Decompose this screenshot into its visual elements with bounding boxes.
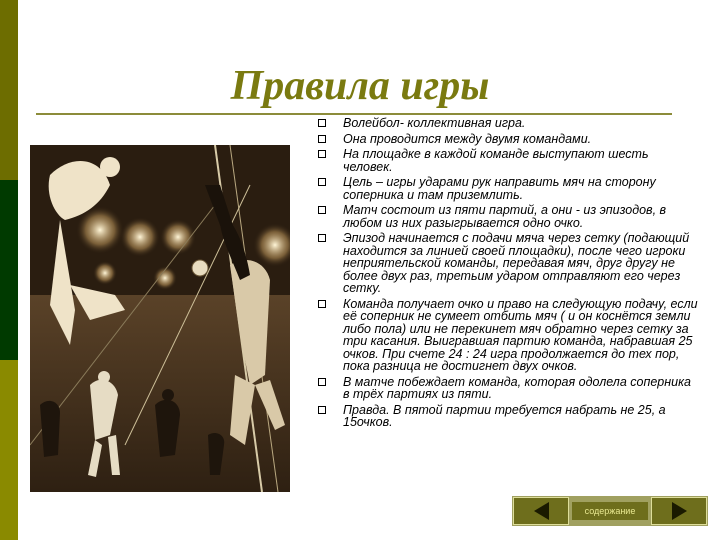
volleyball-photo-illustration xyxy=(30,145,290,492)
list-item xyxy=(316,176,700,201)
bullet-square-icon xyxy=(318,119,326,127)
list-item xyxy=(316,298,700,373)
bullet-square-icon xyxy=(318,300,326,308)
list-item-text: Правда. В пятой партии требуется набрать не 25, а 15очков. xyxy=(343,402,666,429)
bullet-square-icon xyxy=(318,406,326,414)
list-item-text: Команда получает очко и право на следующую подачу, если её соперник не сумеет отбить мяч ( и он коснётся земли либо пола) или не перекинет мяч обратно через сетку за три касания. Выигравшая партию команда, набравшая 25 очков. При счете 24 : 24 игра продолжается до тех пор, пока разница не достигнет двух очков. xyxy=(343,296,698,373)
list-item xyxy=(316,133,700,146)
bullet-square-icon xyxy=(318,150,326,158)
arrow-left-icon xyxy=(534,502,549,520)
list-item-text: Она проводится между двумя командами. xyxy=(343,131,592,146)
list-item xyxy=(316,117,700,130)
list-item xyxy=(316,232,700,295)
list-item-text: В матче побеждает команда, которая одолела соперника в трёх партиях из пяти. xyxy=(343,374,691,401)
title-underline xyxy=(36,113,672,115)
next-slide-button[interactable] xyxy=(651,497,707,525)
list-item xyxy=(316,148,700,173)
side-stripe-middle xyxy=(0,180,18,360)
slide-title: Правила игры xyxy=(230,63,490,109)
list-item-text: Волейбол- коллективная игра. xyxy=(343,116,526,130)
rules-list xyxy=(316,117,700,432)
bullet-square-icon xyxy=(318,234,326,242)
list-item-text: Эпизод начинается с подачи мяча через сетку (подающий находится за линией своей площадки), после чего игроки неприятельской команды, передавая мяч, друг другу не более двух раз, третьим ударом отправляют его через сетку. xyxy=(343,231,690,295)
list-item xyxy=(316,404,700,429)
side-stripe-top xyxy=(0,0,18,180)
bullet-square-icon xyxy=(318,378,326,386)
arrow-right-icon xyxy=(672,502,687,520)
bullet-square-icon xyxy=(318,206,326,214)
bullet-square-icon xyxy=(318,178,326,186)
list-item-text: Цель – игры ударами рук направить мяч на сторону соперника и там приземлить. xyxy=(343,175,656,202)
slide-navigation xyxy=(512,496,708,526)
volleyball-photo xyxy=(30,145,290,492)
contents-button[interactable]: содержание xyxy=(572,502,648,520)
list-item-text: На площадке в каждой команде выступают шесть человек. xyxy=(343,147,649,174)
list-item xyxy=(316,204,700,229)
side-stripe-bottom xyxy=(0,360,18,540)
bullet-square-icon xyxy=(318,135,326,143)
list-item xyxy=(316,376,700,401)
previous-slide-button[interactable] xyxy=(513,497,569,525)
list-item-text: Матч состоит из пяти партий, а они - из эпизодов, в любом из них разыгрывается одно очко. xyxy=(343,203,667,230)
